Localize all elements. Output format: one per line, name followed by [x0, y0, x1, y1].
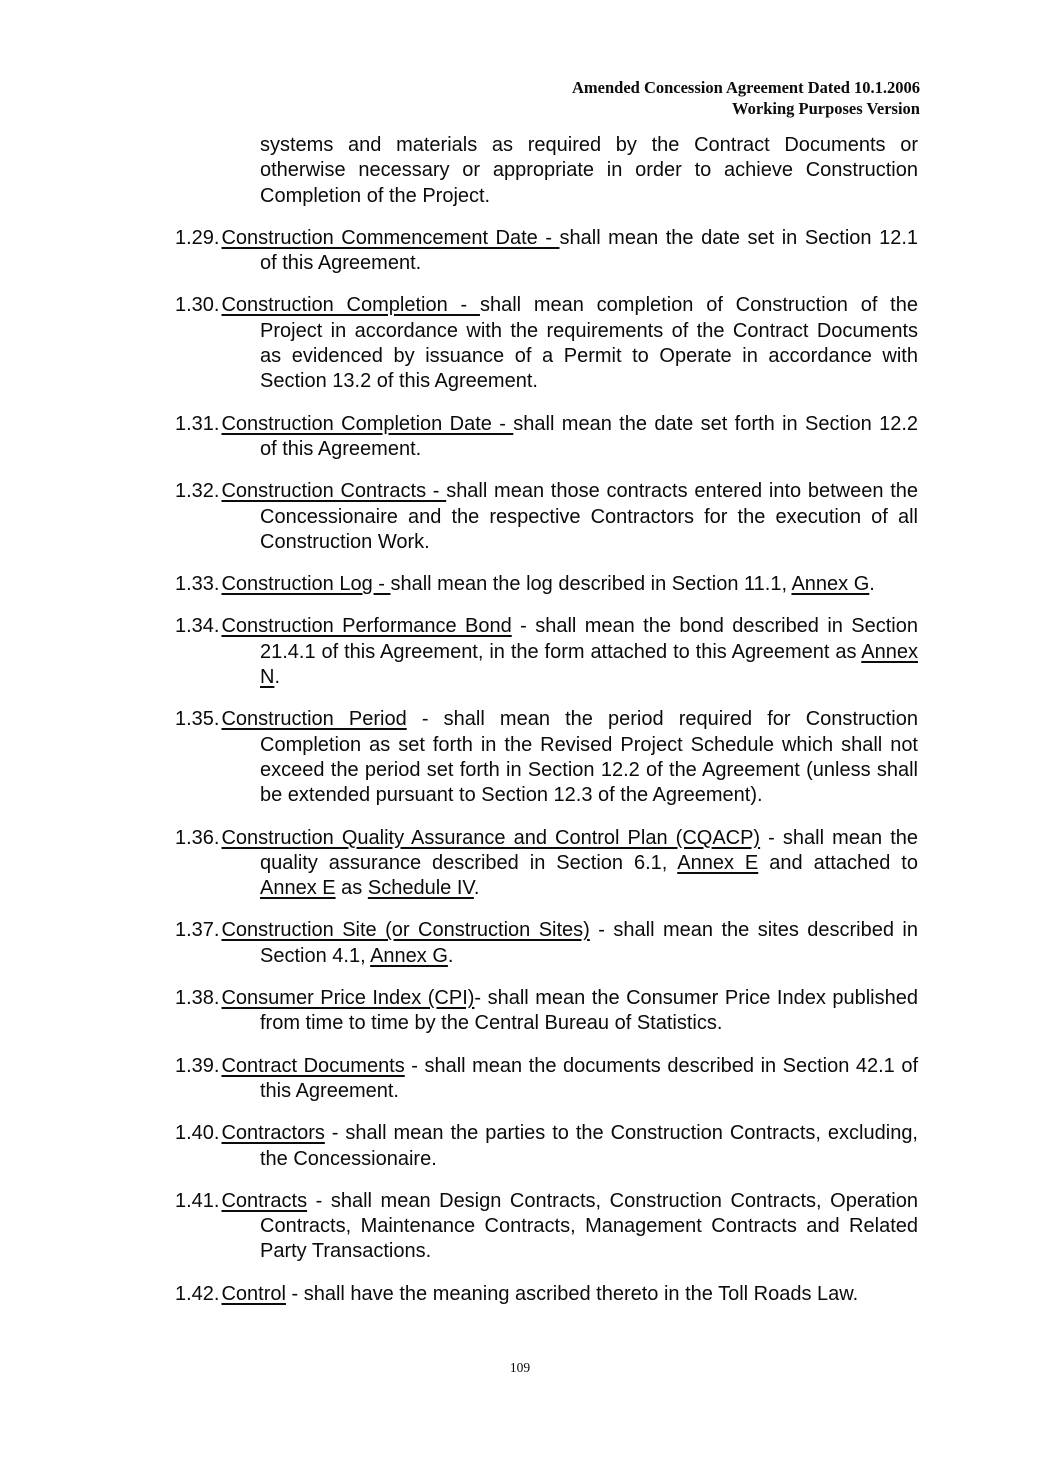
item-number: 1.30. [175, 294, 220, 317]
definition-item [175, 226, 918, 277]
item-number: 1.42. [175, 1282, 220, 1305]
underlined-term: Contract Documents [221, 1054, 405, 1077]
definition-item [175, 1121, 918, 1172]
underlined-term: Contractors [221, 1122, 325, 1145]
definition-item [175, 479, 918, 555]
underlined-term: Construction Site (or Construction Sites) [221, 919, 590, 942]
definition-item [175, 412, 918, 463]
item-number: 1.33. [175, 573, 220, 596]
paragraph-continuation: systems and materials as required by the Contract Documents or otherwise necessary or appropriate in order to achieve Construction Completion of the Project. [260, 134, 918, 207]
plain-text: - shall mean the documents described in Section 42.1 of this Agreement. [260, 1054, 919, 1102]
plain-text: shall mean the log described in Section 11.1, [390, 573, 792, 596]
item-number: 1.35. [175, 708, 220, 731]
item-number: 1.36. [175, 826, 220, 849]
plain-text: shall mean those contracts entered into between the Concessionaire and the respective Contractors for the execution of all Construction Work. [260, 480, 918, 553]
underlined-term: Construction Commencement Date - [221, 226, 560, 249]
underlined-term: Construction Log - [221, 573, 391, 596]
underlined-term: Construction Performance Bond [221, 615, 512, 638]
plain-text: - shall mean the period required for Construction Completion as set forth in the Revised Project Schedule which shall not exceed the period set forth in Section 12.2 of the Agreement (unless shall be extended pursuant to Section 12.3 of the Agreement). [260, 708, 918, 807]
underlined-term: Consumer Price Index (CPI) [221, 987, 475, 1010]
underlined-term: Annex E [677, 851, 759, 874]
item-number: 1.37. [175, 919, 220, 942]
definition-item [175, 1054, 919, 1105]
plain-text: . [869, 573, 875, 596]
plain-text: - shall mean the Consumer Price Index published from time to time by the Central Bureau of Statistics. [260, 987, 918, 1035]
plain-text: - shall mean the bond described in Section 21.4.1 of this Agreement, in the form attached to this Agreement as [260, 615, 918, 663]
item-number: 1.29. [175, 226, 220, 249]
definition-item [175, 1282, 918, 1307]
underlined-term: Construction Completion Date - [221, 412, 514, 435]
item-number: 1.41. [175, 1189, 220, 1212]
item-number: 1.34. [175, 615, 220, 638]
definitions-list [175, 226, 919, 1307]
plain-text: - shall mean the quality assurance described in Section 6.1, [260, 826, 918, 874]
underlined-term: Annex G [370, 944, 448, 967]
page-footer [0, 1360, 1040, 1376]
definition-item [175, 986, 918, 1037]
underlined-term: Annex N [260, 640, 918, 689]
header-version: Working Purposes Version [732, 99, 920, 118]
underlined-term: Schedule IV [367, 877, 474, 900]
underlined-term: Annex G [791, 573, 870, 596]
plain-text: shall mean the date set in Section 12.1 of this Agreement. [260, 226, 918, 275]
item-number: 1.40. [175, 1122, 220, 1145]
item-number: 1.38. [175, 987, 220, 1010]
plain-text: and attached to [758, 851, 918, 874]
item-number: 1.31. [175, 412, 220, 435]
plain-text: . [473, 877, 480, 900]
plain-text: - shall have the meaning ascribed thereto in the Toll Roads Law. [285, 1282, 859, 1305]
plain-text: shall mean completion of Construction of the Project in accordance with the requirements of the Contract Documents as evidenced by issuance of a Permit to Operate in accordance with Section 13.2 of this Agreement. [260, 294, 918, 393]
item-number: 1.32. [175, 480, 220, 503]
plain-text: . [274, 666, 281, 689]
plain-text: - shall mean the sites described in Section 4.1, [260, 919, 918, 967]
underlined-term: Control [221, 1282, 286, 1305]
definition-item [175, 614, 918, 690]
underlined-term: Annex E [260, 877, 336, 900]
underlined-term: Construction Contracts - [221, 480, 447, 503]
plain-text: as [335, 877, 368, 900]
plain-text: . [447, 944, 454, 967]
document-body [175, 133, 919, 1324]
definition-item [175, 826, 918, 902]
underlined-term: Construction Period [221, 708, 407, 731]
plain-text: - shall mean the parties to the Construction Contracts, excluding, the Concessionaire. [260, 1122, 918, 1170]
header-doc-title: Amended Concession Agreement Dated 10.1.2006 [571, 78, 920, 97]
underlined-term: Construction Completion - [221, 294, 480, 317]
document-header [572, 77, 920, 119]
underlined-term: Construction Quality Assurance and Control Plan (CQACP) [221, 826, 761, 849]
plain-text: - shall mean Design Contracts, Construction Contracts, Operation Contracts, Maintenance Contracts, Management Contracts and Related Party Transactions. [260, 1189, 918, 1263]
definition-item [175, 293, 918, 394]
underlined-term: Contracts [221, 1189, 308, 1212]
plain-text: shall mean the date set forth in Section 12.2 of this Agreement. [260, 412, 918, 460]
definition-item [175, 1189, 918, 1265]
page-number: 109 [509, 1360, 531, 1375]
definition-item [175, 572, 918, 597]
definition-item [175, 707, 918, 808]
item-number: 1.39. [175, 1054, 220, 1077]
definition-item [175, 918, 918, 969]
